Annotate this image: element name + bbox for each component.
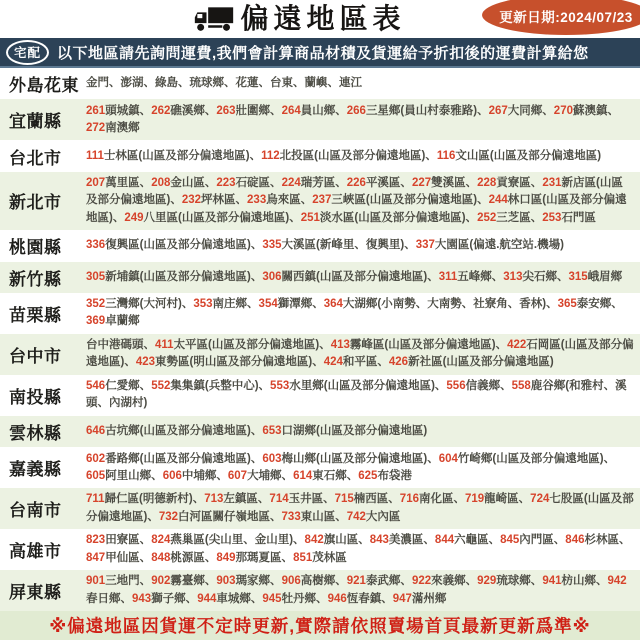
region-areas: 台中港碼頭、411太平區(山區及部分偏遠地區)、413霧峰區(山區及部分偏遠地區)、422石岡區(山區及部分偏遠地區)、423東勢區(明山區及部分偏遠地區)、424和平區、426新社區(山區及部分偏遠地區)	[86, 339, 634, 369]
table-row	[0, 334, 640, 375]
table-row	[0, 529, 640, 570]
region-label: 屏東縣	[9, 583, 62, 603]
region-areas: 金門、澎湖、綠島、琉球鄉、花蓮、台東、蘭嶼、連江	[86, 77, 362, 90]
region-label: 桃園縣	[9, 238, 62, 258]
notice-text: 以下地區請先詢問運費,我們會計算商品材積及貨運給予折扣後的運費計算給您	[57, 44, 589, 62]
region-label: 嘉義縣	[9, 460, 62, 480]
table-row	[0, 172, 640, 230]
region-label: 高雄市	[9, 542, 62, 562]
region-label: 台南市	[9, 501, 62, 521]
region-areas: 646古坑鄉(山區及部分偏遠地區)、653口湖鄉(山區及部分偏遠地區)	[86, 424, 428, 437]
table-row	[0, 230, 640, 261]
table-row	[0, 68, 640, 99]
region-label: 宜蘭縣	[9, 112, 62, 132]
region-label: 南投縣	[9, 387, 62, 407]
notice-bar	[0, 38, 640, 68]
header	[0, 0, 640, 38]
page-title-text: 偏遠地區表	[240, 3, 406, 34]
footer-bar	[0, 611, 640, 640]
table-row	[0, 488, 640, 529]
region-areas: 711歸仁區(明德新村)、713左鎮區、714玉井區、715楠西區、716南化區、719龍崎區、724七股區(山區及部分偏遠地區)、732白河區關仔嶺地區、733東山區、742大內區	[86, 493, 634, 523]
remote-area-table	[0, 68, 640, 611]
region-areas: 336復興區(山區及部分偏遠地區)、335大溪區(新峰里、復興里)、337大園區(偏遠.航空站.機場)	[86, 239, 564, 252]
truck-icon	[194, 6, 234, 32]
table-row	[0, 375, 640, 416]
region-label: 雲林縣	[9, 424, 62, 444]
region-label: 新北市	[9, 193, 62, 213]
region-label: 外島花東	[9, 76, 79, 96]
table-row	[0, 140, 640, 171]
region-areas: 901三地門、902霧臺鄉、903瑪家鄉、906高樹鄉、921泰武鄉、922來義鄉、929琉球鄉、941枋山鄉、942春日鄉、943獅子鄉、944車城鄉、945牡丹鄉、946恆春鎮、947滿州鄉	[86, 575, 627, 605]
home-delivery-badge: 宅配	[6, 40, 49, 65]
region-areas: 352三灣鄉(大河村)、353南庄鄉、354獅潭鄉、364大湖鄉(小南勢、大南勢、社寮角、香林)、365泰安鄉、369卓蘭鄉	[86, 298, 623, 328]
table-row	[0, 99, 640, 140]
region-areas: 305新埔鎮(山區及部分偏遠地區)、306關西鎮(山區及部分偏遠地區)、311五峰鄉、313尖石鄉、315峨眉鄉	[86, 270, 623, 283]
region-areas: 261頭城鎮、262礁溪鄉、263壯圍鄉、264員山鄉、266三星鄉(員山村泰雅路)、267大同鄉、270蘇澳鎮、272南澳鄉	[86, 104, 619, 134]
region-areas: 546仁愛鄉、552集集鎮(兵整中心)、553水里鄉(山區及部分偏遠地區)、556信義鄉、558鹿谷鄉(和雅村、溪頭、內湖村)	[86, 380, 627, 410]
page-title	[194, 5, 405, 33]
table-row	[0, 416, 640, 447]
region-areas: 207萬里區、208金山區、223石碇區、224瑞芳區、226平溪區、227雙溪區、228貢寮區、231新店區(山區及部分偏遠地區)、232坪林區、233烏來區、237三峽區(山區及部分偏遠地區)、244林口區(山區及部分偏遠地區)、249八里區(山區及部分偏遠地區)、251淡水區(山區及部分偏遠地區)、252三芝區、253石門區	[86, 177, 627, 224]
region-label: 苗栗縣	[9, 305, 62, 325]
footer-disclaimer: ※偏遠地區因貨運不定時更新,實際請依照賣場首頁最新更新爲準※	[49, 616, 591, 636]
region-areas: 111士林區(山區及部分偏遠地區)、112北投區(山區及部分偏遠地區)、116文山區(山區及部分偏遠地區)	[86, 149, 602, 162]
region-label: 台中市	[9, 346, 62, 366]
region-areas: 823田寮區、824燕巢區(尖山里、金山里)、842旗山區、843美濃區、844六龜區、845內門區、846杉林區、847甲仙區、848桃源區、849那瑪夏區、851茂林區	[86, 534, 631, 564]
update-date-badge: 更新日期:2024/07/23	[482, 0, 640, 35]
table-row	[0, 447, 640, 488]
region-label: 台北市	[9, 148, 62, 168]
region-areas: 602番路鄉(山區及部分偏遠地區)、603梅山鄉(山區及部分偏遠地區)、604竹崎鄉(山區及部分偏遠地區)、605阿里山鄉、606中埔鄉、607大埔鄉、614東石鄉、625布袋港	[86, 452, 616, 482]
table-row	[0, 570, 640, 611]
table-row	[0, 293, 640, 334]
table-row	[0, 262, 640, 293]
region-label: 新竹縣	[9, 269, 62, 289]
